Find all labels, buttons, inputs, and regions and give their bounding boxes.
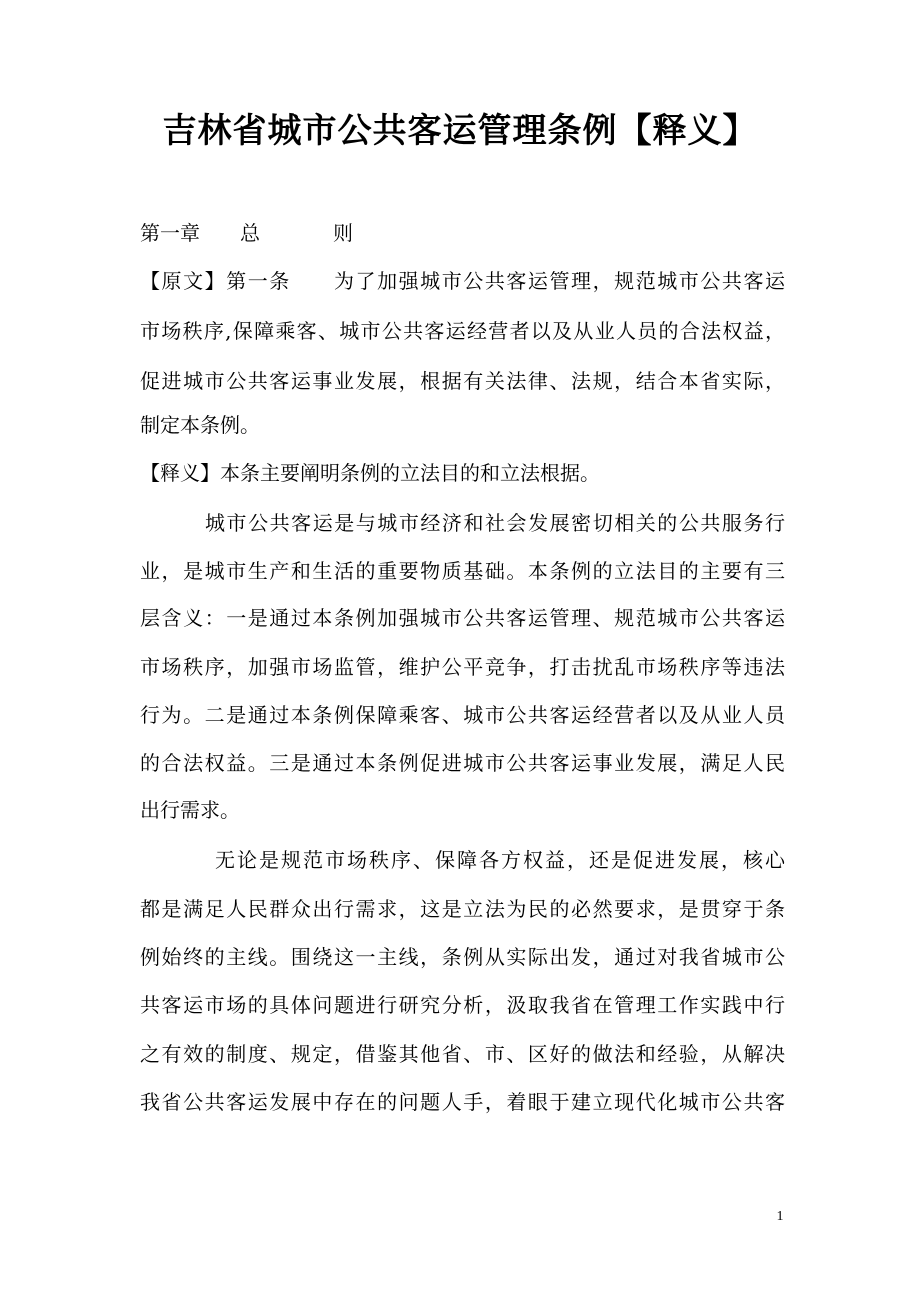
paragraph-line: 都是满足人民群众出行需求，这是立法为民的必然要求，是贯穿于条 [140,897,785,921]
document-title: 吉林省城市公共客运管理条例【释义】 [162,111,758,151]
chapter-name-part1: 总 [240,221,260,245]
paragraph-line: 的合法权益。三是通过本条例促进城市公共客运事业发展，满足人民 [140,751,785,775]
chapter-number: 第一章 [140,221,200,245]
paragraph-line: 层含义：一是通过本条例加强城市公共客运管理、规范城市公共客运 [140,606,785,630]
paragraph-line: 促进城市公共客运事业发展，根据有关法律、法规，结合本省实际， [140,369,785,393]
paragraph-line: 制定本条例。 [140,413,260,437]
paragraph-line: 【原文】第一条 为了加强城市公共客运管理，规范城市公共客运 [140,269,785,293]
chapter-name-part2: 则 [333,221,353,245]
paragraph-line: 我省公共客运发展中存在的问题人手，着眼于建立现代化城市公共客 [140,1090,785,1114]
paragraph-line: 市场秩序，加强市场监管，维护公平竞争，打击扰乱市场秩序等违法 [140,655,785,679]
paragraph-line: 无论是规范市场秩序、保障各方权益，还是促进发展，核心 [215,848,785,872]
paragraph-line: 业，是城市生产和生活的重要物质基础。本条例的立法目的主要有三 [140,559,785,583]
paragraph-line: 出行需求。 [140,798,240,822]
paragraph-line: 市场秩序,保障乘客、城市公共客运经营者以及从业人员的合法权益， [140,319,785,343]
paragraph-line: 之有效的制度、规定，借鉴其他省、市、区好的做法和经验，从解决 [140,1042,785,1066]
paragraph-line: 城市公共客运是与城市经济和社会发展密切相关的公共服务行 [205,511,785,535]
paragraph-line: 例始终的主线。围绕这一主线，条例从实际出发，通过对我省城市公 [140,945,785,969]
paragraph-line: 共客运市场的具体问题进行研究分析，汲取我省在管理工作实践中行 [140,993,785,1017]
paragraph-line: 行为。二是通过本条例保障乘客、城市公共客运经营者以及从业人员 [140,703,785,727]
page-number: 1 [776,1209,784,1224]
paragraph-line: 【释义】本条主要阐明条例的立法目的和立法根据。 [140,461,600,485]
